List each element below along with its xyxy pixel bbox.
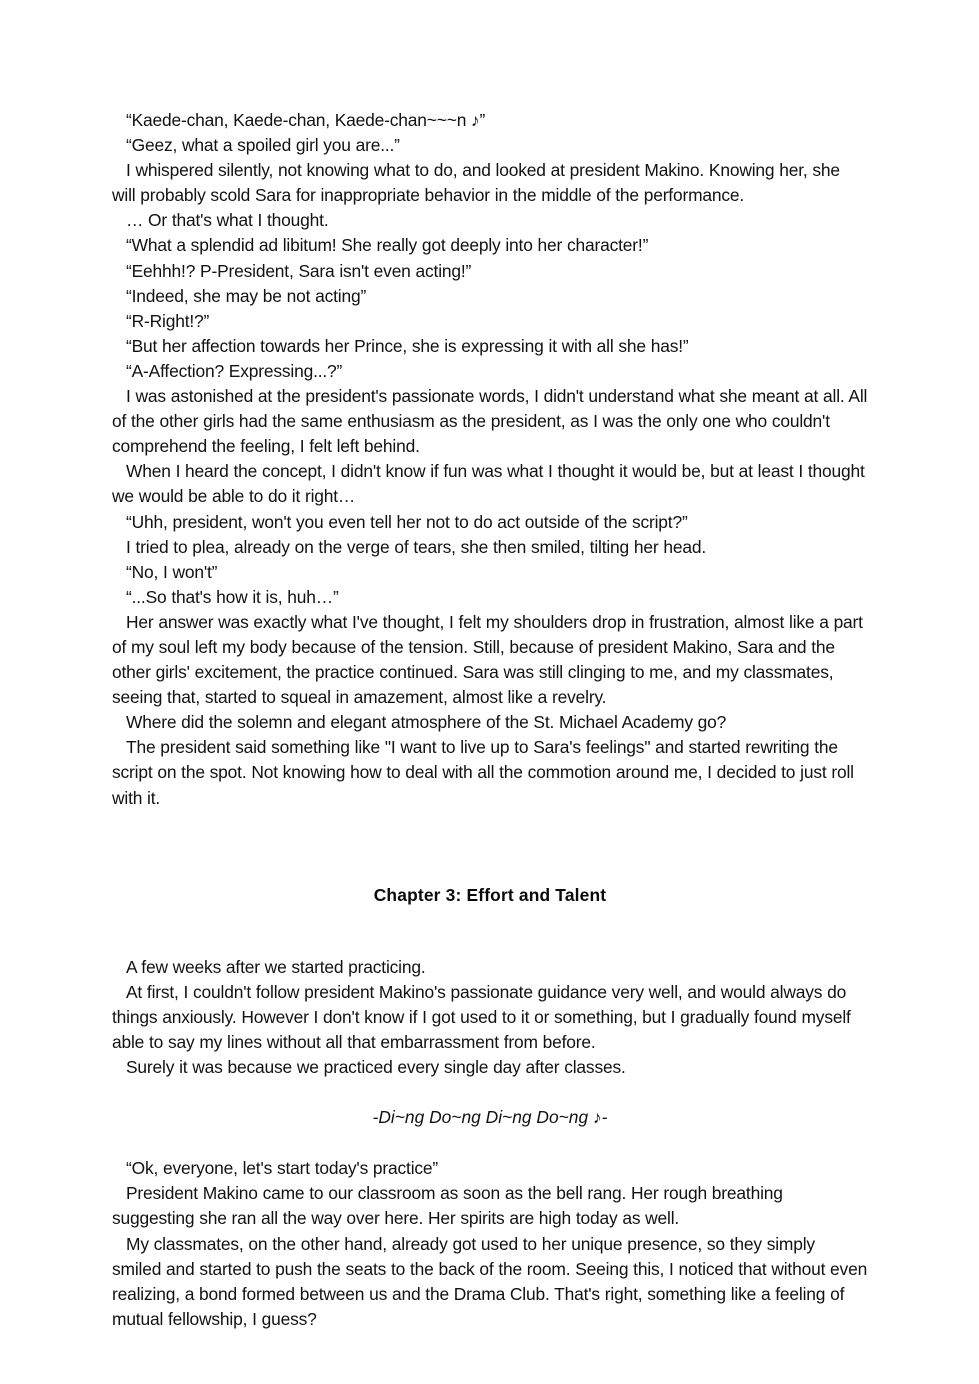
line-indeed-may-be-not-acting: “Indeed, she may be not acting” — [126, 285, 367, 306]
line-or-thats-what-i-thought: … Or that's what I thought. — [126, 210, 329, 231]
line-ok-everyone-start-practice: “Ok, everyone, let's start today's practice” — [126, 1158, 439, 1179]
para-president-makino-came: President Makino came to our classroom as soon as the bell rang. Her rough breathing suggesting she ran all the way over here. Her spirits are high today as well. — [112, 1183, 783, 1229]
para-a-few-weeks-after: A few weeks after we started practicing. — [126, 956, 426, 977]
sfx-bell-chime: -Di~ng Do~ng Di~ng Do~ng ♪- — [372, 1107, 608, 1128]
line-splendid-ad-libitum: “What a splendid ad libitum! She really got deeply into her character!” — [126, 235, 649, 256]
para-astonished-passionate-words: I was astonished at the president's passionate words, I didn't understand what she meant at all. All of the other girls had the same enthusiasm as the president, as I was the only one who couldn't comprehend the feeling, I felt left behind. — [112, 386, 868, 457]
para-her-answer-was-exactly: Her answer was exactly what I've thought, I felt my shoulders drop in frustration, almost like a part of my soul left my body because of the tension. Still, because of president Makino, Sara and the other girls' excitement, the practice continued. Sara was still clinging to me, and my classmates, seeing that, started to squeal in amazement, almost like a revelry. — [112, 611, 863, 708]
line-kaede-chan-call: “Kaede-chan, Kaede-chan, Kaede-chan~~~n ♪” — [126, 110, 486, 130]
para-where-did-the-solemn: Where did the solemn and elegant atmosphere of the St. Michael Academy go? — [126, 712, 727, 733]
chapter-spacer-after — [112, 908, 868, 955]
text-column — [112, 108, 868, 1332]
line-r-right: “R-Right!?” — [126, 310, 210, 331]
para-president-said-rewriting: The president said something like "I want to live up to Sara's feelings" and started rewriting the script on the spot. Not knowing how to deal with all the commotion around me, I decided to just roll with it. — [112, 737, 854, 808]
sfx-spacer-before — [112, 1080, 868, 1105]
para-at-first-couldnt-follow: At first, I couldn't follow president Makino's passionate guidance very well, and would always do things anxiously. However I don't know if I got used to it or something, but I gradually found myself able to say my lines without all that embarrassment from before. — [112, 981, 851, 1052]
line-affection-towards-prince: “But her affection towards her Prince, she is expressing it with all she has!” — [126, 335, 689, 356]
para-my-classmates-bond-drama-club: My classmates, on the other hand, already got used to her unique presence, so they simply smiled and started to push the seats to the back of the room. Seeing this, I noticed that without even realizing, a bond formed between us and the Drama Club. That's right, something like a feeling of mutual fellowship, I guess? — [112, 1233, 868, 1329]
chapter-heading: Chapter 3: Effort and Talent — [373, 884, 607, 905]
para-i-tried-to-plea: I tried to plea, already on the verge of tears, she then smiled, tilting her head. — [126, 536, 706, 557]
line-uhh-president-script: “Uhh, president, won't you even tell her not to do act outside of the script?” — [126, 511, 688, 532]
line-a-affection-expressing: “A-Affection? Expressing...?” — [126, 360, 343, 381]
para-surely-practiced-every-day: Surely it was because we practiced every single day after classes. — [126, 1057, 626, 1078]
line-so-thats-how-it-is: “...So that's how it is, huh…” — [126, 586, 339, 607]
line-eehhh-president: “Eehhh!? P-President, Sara isn't even acting!” — [126, 260, 472, 281]
chapter-spacer-before — [112, 811, 868, 883]
para-when-i-heard-the-concept: When I heard the concept, I didn't know if fun was what I thought it would be, but at least I thought we would be able to do it right… — [112, 461, 865, 507]
para-whispered-silently: I whispered silently, not knowing what to do, and looked at president Makino. Knowing her, she will probably scold Sara for inappropriate behavior in the middle of the performance. — [112, 160, 840, 206]
line-no-i-wont: “No, I won't” — [126, 561, 218, 582]
line-geez-spoiled-girl: “Geez, what a spoiled girl you are...” — [126, 135, 400, 156]
sfx-spacer-after — [112, 1130, 868, 1156]
